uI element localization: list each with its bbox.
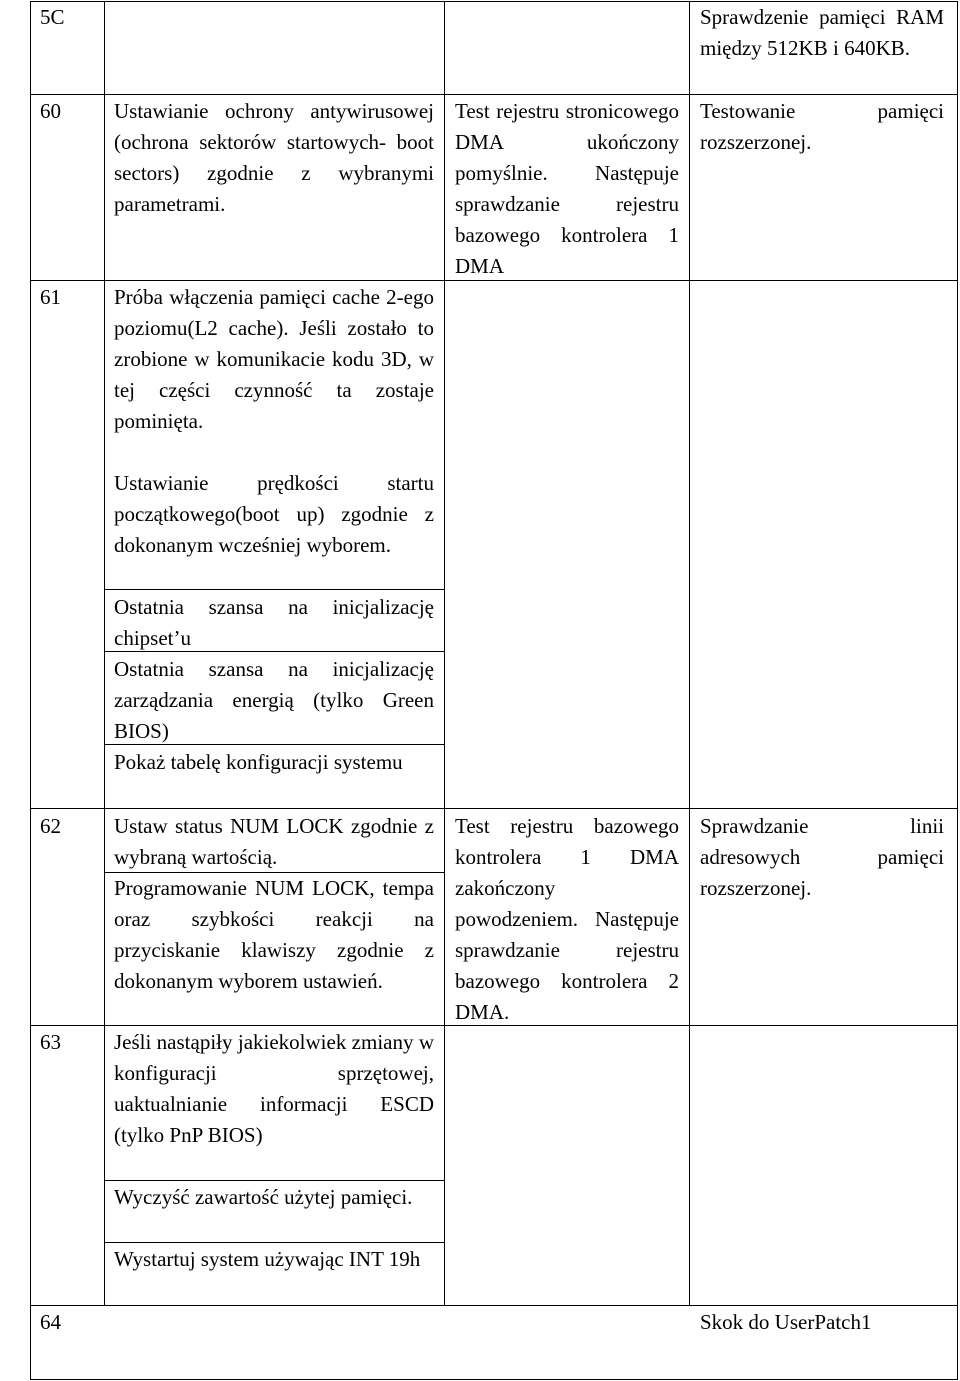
bx-cell	[700, 96, 944, 158]
post-code: 60	[40, 99, 61, 123]
description-cell	[114, 1182, 434, 1213]
ax-text: Test rejestru bazowego kontrolera 1 DMA zakończony powodzeniem. Następuje sprawdzanie rejestru bazowego kontrolera 2 DMA.	[455, 814, 679, 1024]
grid-line	[689, 1, 690, 1305]
description-cell	[114, 468, 434, 561]
description-text: Wyczyść zawartość użytej pamięci.	[114, 1185, 413, 1209]
description-cell	[114, 747, 434, 778]
bx-cell	[700, 1307, 950, 1338]
description-text: Ostatnia szansa na inicjalizację zarządzania energią (tylko Green BIOS)	[114, 657, 434, 743]
grid-line	[30, 1, 31, 1379]
description-text: Wystartuj system używając INT 19h	[114, 1247, 421, 1271]
description-text: Ustaw status NUM LOCK zgodnie z wybraną wartością.	[114, 814, 434, 869]
bx-cell	[700, 811, 944, 904]
bx-text: Sprawdzenie pamięci RAM między 512KB i 640KB.	[700, 5, 944, 60]
post-code: 5C	[40, 5, 65, 29]
post-code: 62	[40, 814, 61, 838]
grid-line	[957, 1, 958, 1379]
description-text: Jeśli nastąpiły jakiekolwiek zmiany w konfiguracji sprzętowej, uaktualnianie informacji ESCD (tylko PnP BIOS)	[114, 1030, 434, 1147]
description-cell	[114, 1244, 434, 1275]
post-code: 61	[40, 285, 61, 309]
ax-cell	[455, 811, 679, 1028]
description-text: Ostatnia szansa na inicjalizację chipset’u	[114, 595, 434, 650]
post-code: 63	[40, 1030, 61, 1054]
grid-line	[104, 1, 105, 1305]
description-cell	[114, 96, 434, 220]
bx-text: Testowanie pamięci rozszerzonej.	[700, 99, 944, 154]
description-cell	[114, 873, 434, 997]
bx-cell	[700, 2, 944, 64]
description-cell	[114, 811, 434, 873]
description-cell	[114, 1027, 434, 1151]
grid-line	[30, 1379, 958, 1380]
grid-line	[104, 589, 444, 590]
grid-line	[30, 1305, 958, 1306]
ax-text: Test rejestru stronicowego DMA ukończony pomyślnie. Następuje sprawdzanie rejestru bazowego kontrolera 1 DMA	[455, 99, 679, 278]
grid-line	[30, 808, 958, 809]
description-text: Ustawianie ochrony antywirusowej (ochrona sektorów startowych- boot sectors) zgodnie z wybranymi parametrami.	[114, 99, 434, 216]
description-text: Próba włączenia pamięci cache 2-ego poziomu(L2 cache). Jeśli zostało to zrobione w komunikacie kodu 3D, w tej części czynność ta zostaje pominięta.	[114, 285, 434, 433]
description-text: Programowanie NUM LOCK, tempa oraz szybkości reakcji na przyciskanie klawiszy zgodnie z dokonanym wyborem ustawień.	[114, 876, 434, 993]
description-cell	[114, 654, 434, 747]
description-text: Pokaż tabelę konfiguracji systemu	[114, 750, 403, 774]
description-cell	[114, 282, 434, 437]
grid-line	[104, 1180, 444, 1181]
ax-cell	[455, 96, 679, 282]
description-cell	[114, 592, 434, 654]
grid-line	[444, 1, 445, 1305]
bx-text: Skok do UserPatch1	[700, 1310, 872, 1334]
grid-line	[30, 94, 958, 95]
grid-line	[104, 1242, 444, 1243]
post-code: 64	[40, 1310, 61, 1334]
description-text: Ustawianie prędkości startu początkowego(boot up) zgodnie z dokonanym wcześniej wyborem.	[114, 471, 434, 557]
bx-text: Sprawdzanie linii adresowych pamięci rozszerzonej.	[700, 814, 944, 900]
